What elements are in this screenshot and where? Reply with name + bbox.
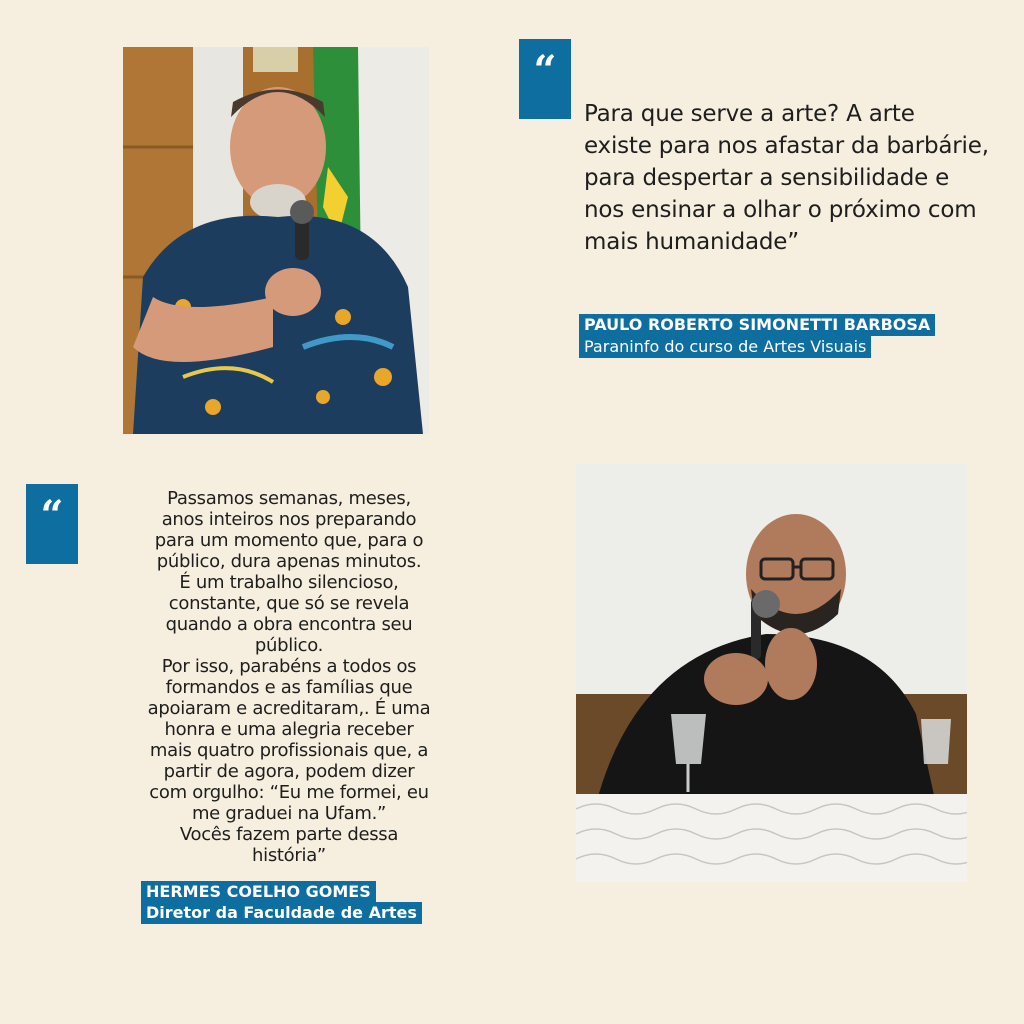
speaker-name-paulo: PAULO ROBERTO SIMONETTI BARBOSA [579,314,935,336]
quote-glyph: “ [533,47,557,94]
testimonial-quote-hermes: Passamos semanas, meses, anos inteiros nos preparando para um momento que, para o público, dura apenas minutos. É um trabalho silencioso, constante, que só se revela quando a obra encontra seu público. Por isso, parabéns a todos os formandos e as famílias que apoiaram e acreditaram,. É uma honra e uma alegria receber mais quatro profissionais que, a partir de agora, podem dizer com orgulho: “Eu me formei, eu me graduei na Ufam.” Vocês fazem parte dessa história” [147,488,431,866]
speaker-photo-paulo [123,47,429,434]
testimonial-quote-paulo: Para que serve a arte? A arte existe para nos afastar da barbárie, para despertar a sensibilidade e nos ensinar a olhar o próximo com mais humanidade” [584,101,989,255]
speaker-role-paulo: Paraninfo do curso de Artes Visuais [579,336,871,358]
speaker-photo-hermes [576,464,967,882]
speaker-name-hermes: HERMES COELHO GOMES [141,881,376,903]
quote-glyph: “ [40,492,64,539]
quote-mark-icon [26,484,78,564]
speaker-role-hermes: Diretor da Faculdade de Artes [141,902,422,924]
quote-mark-icon [519,39,571,119]
